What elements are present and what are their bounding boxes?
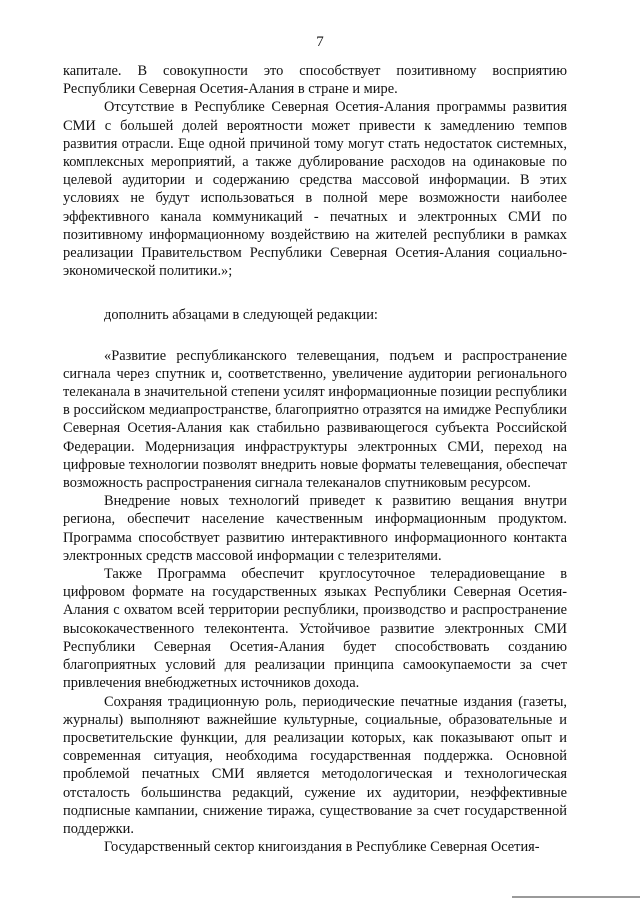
paragraph: Также Программа обеспечит круглосуточное телерадиовещание в цифровом формате на государственных языках Республики Северная Осетия-Алания с охватом всей территории республики, производство и распространение высококачественного телеконтента. Устойчивое развитие электронных СМИ Республики Северная Осетия-Алания будет способствовать созданию благоприятных условий для реализации принципа самоокупаемости за счет привлечения внебюджетных источников дохода. bbox=[63, 566, 567, 692]
paragraph: Сохраняя традиционную роль, периодические печатные издания (газеты, журналы) выполняют важнейшие культурные, социальные, образовательные и просветительские функции, для реализации которых, как показывают опыт и современная ситуация, необходима государственная поддержка. Основной проблемой печатных СМИ является методологическая и технологическая отсталость большинства редакций, сужение их аудитории, неэффективные подписные кампании, снижение тиража, существование за счет государственной поддержки. bbox=[63, 693, 567, 837]
document-body bbox=[63, 62, 567, 856]
paragraph: дополнить абзацами в следующей редакции: bbox=[104, 307, 378, 324]
quoted-paragraph: «Развитие республиканского телевещания, подъем и распространение сигнала через спутник и, соответственно, увеличение аудитории регионального телеканала в значительной степени усилят информационные позиции республики в российском медиапространстве, благоприятно отразятся на имидже Республики Северная Осетия-Алания как стабильно развивающегося субъекта Российской Федерации. Модернизация инфраструктуры электронных СМИ, переход на цифровые технологии позволят внедрить новые форматы телевещания, обеспечат возможность распространения сигнала телеканалов спутниковым ресурсом. bbox=[63, 347, 567, 492]
paragraph: Государственный сектор книгоиздания в Республике Северная Осетия- bbox=[104, 839, 540, 856]
paragraph: капитале. В совокупности это способствует позитивному восприятию Республики Северная Осетия-Алания в стране и мире. bbox=[63, 63, 567, 98]
paragraph: Отсутствие в Республике Северная Осетия-Алания программы развития СМИ с большей долей вероятности может привести к замедлению темпов развития отрасли. Еще одной причиной тому могут стать недостаток системных, комплексных мероприятий, а также дублирование расходов на одинаковые по целевой аудитории и содержанию средства массовой информации. В этих условиях не будут использоваться в полной мере возможности наиболее эффективного канала коммуникаций - печатных и электронных СМИ по позитивному информационному воздействию на жителей республики в рамках реализации Правительством Республики Северная Осетия-Алания социально-экономической политики.»; bbox=[63, 99, 567, 280]
page-number: 7 bbox=[316, 34, 324, 50]
scan-edge-line bbox=[512, 896, 640, 898]
paragraph: Внедрение новых технологий приведет к развитию вещания внутри региона, обеспечит население качественным информационным продуктом. Программа способствует развитию интерактивного информационного контакта электронных средств массовой информации с телезрителями. bbox=[63, 493, 567, 564]
